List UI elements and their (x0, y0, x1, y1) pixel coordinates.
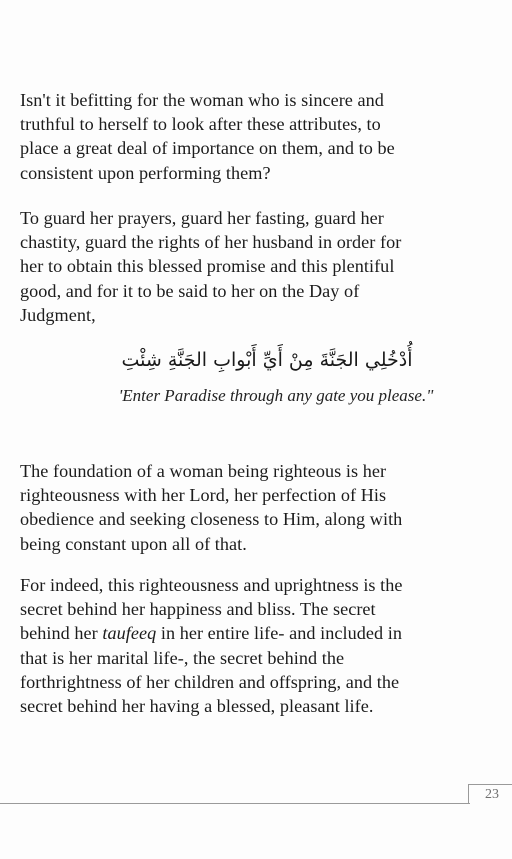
text-line: consistent upon performing them? (20, 162, 271, 183)
text-line: secret behind her having a blessed, pleasant life. (20, 696, 374, 717)
paragraph-sincere-woman (20, 88, 470, 185)
text-line: good, and for it to be said to her on the Day of (20, 280, 360, 301)
paragraph-foundation-righteous (20, 459, 470, 556)
footer-divider (0, 803, 470, 804)
text-line: being constant upon all of that. (20, 533, 247, 554)
text-line: secret behind her happiness and bliss. The secret (20, 599, 376, 620)
text-line: obedience and seeking closeness to Him, along with (20, 509, 403, 530)
arabic-quote: أُدْخُلِي الجَنَّةَ مِنْ أَيِّ أَبْوابِ الجَنَّةِ شِئْتِ (121, 349, 413, 371)
text-line: place a great deal of importance on them, and to be (20, 138, 395, 159)
text-line: To guard her prayers, guard her fasting, guard her (20, 208, 384, 228)
text-segment: in her entire life- and included in (156, 623, 402, 644)
text-line: chastity, guard the rights of her husband in order for (20, 232, 402, 253)
quote-translation: 'Enter Paradise through any gate you please." (118, 386, 434, 405)
text-line: righteousness with her Lord, her perfection of His (20, 485, 387, 506)
paragraph-guard-prayers (20, 206, 470, 327)
text-line: truthful to herself to look after these attributes, to (20, 114, 381, 135)
text-line: For indeed, this righteousness and uprightness is the (20, 575, 403, 595)
text-segment: behind her (20, 623, 103, 644)
page-number: 23 (485, 787, 499, 802)
text-line: The foundation of a woman being righteous is her (20, 461, 387, 481)
text-line: Judgment, (20, 304, 96, 325)
text-line: her to obtain this blessed promise and this plentiful (20, 256, 395, 277)
text-line: forthrightness of her children and offspring, and the (20, 671, 400, 692)
italic-term-taufeeq: taufeeq (102, 623, 157, 644)
text-line: Isn't it befitting for the woman who is sincere and (20, 90, 384, 110)
text-line (20, 621, 470, 645)
text-line: that is her marital life-, the secret behind the (20, 647, 345, 668)
paragraph-righteousness-secret (20, 573, 470, 718)
